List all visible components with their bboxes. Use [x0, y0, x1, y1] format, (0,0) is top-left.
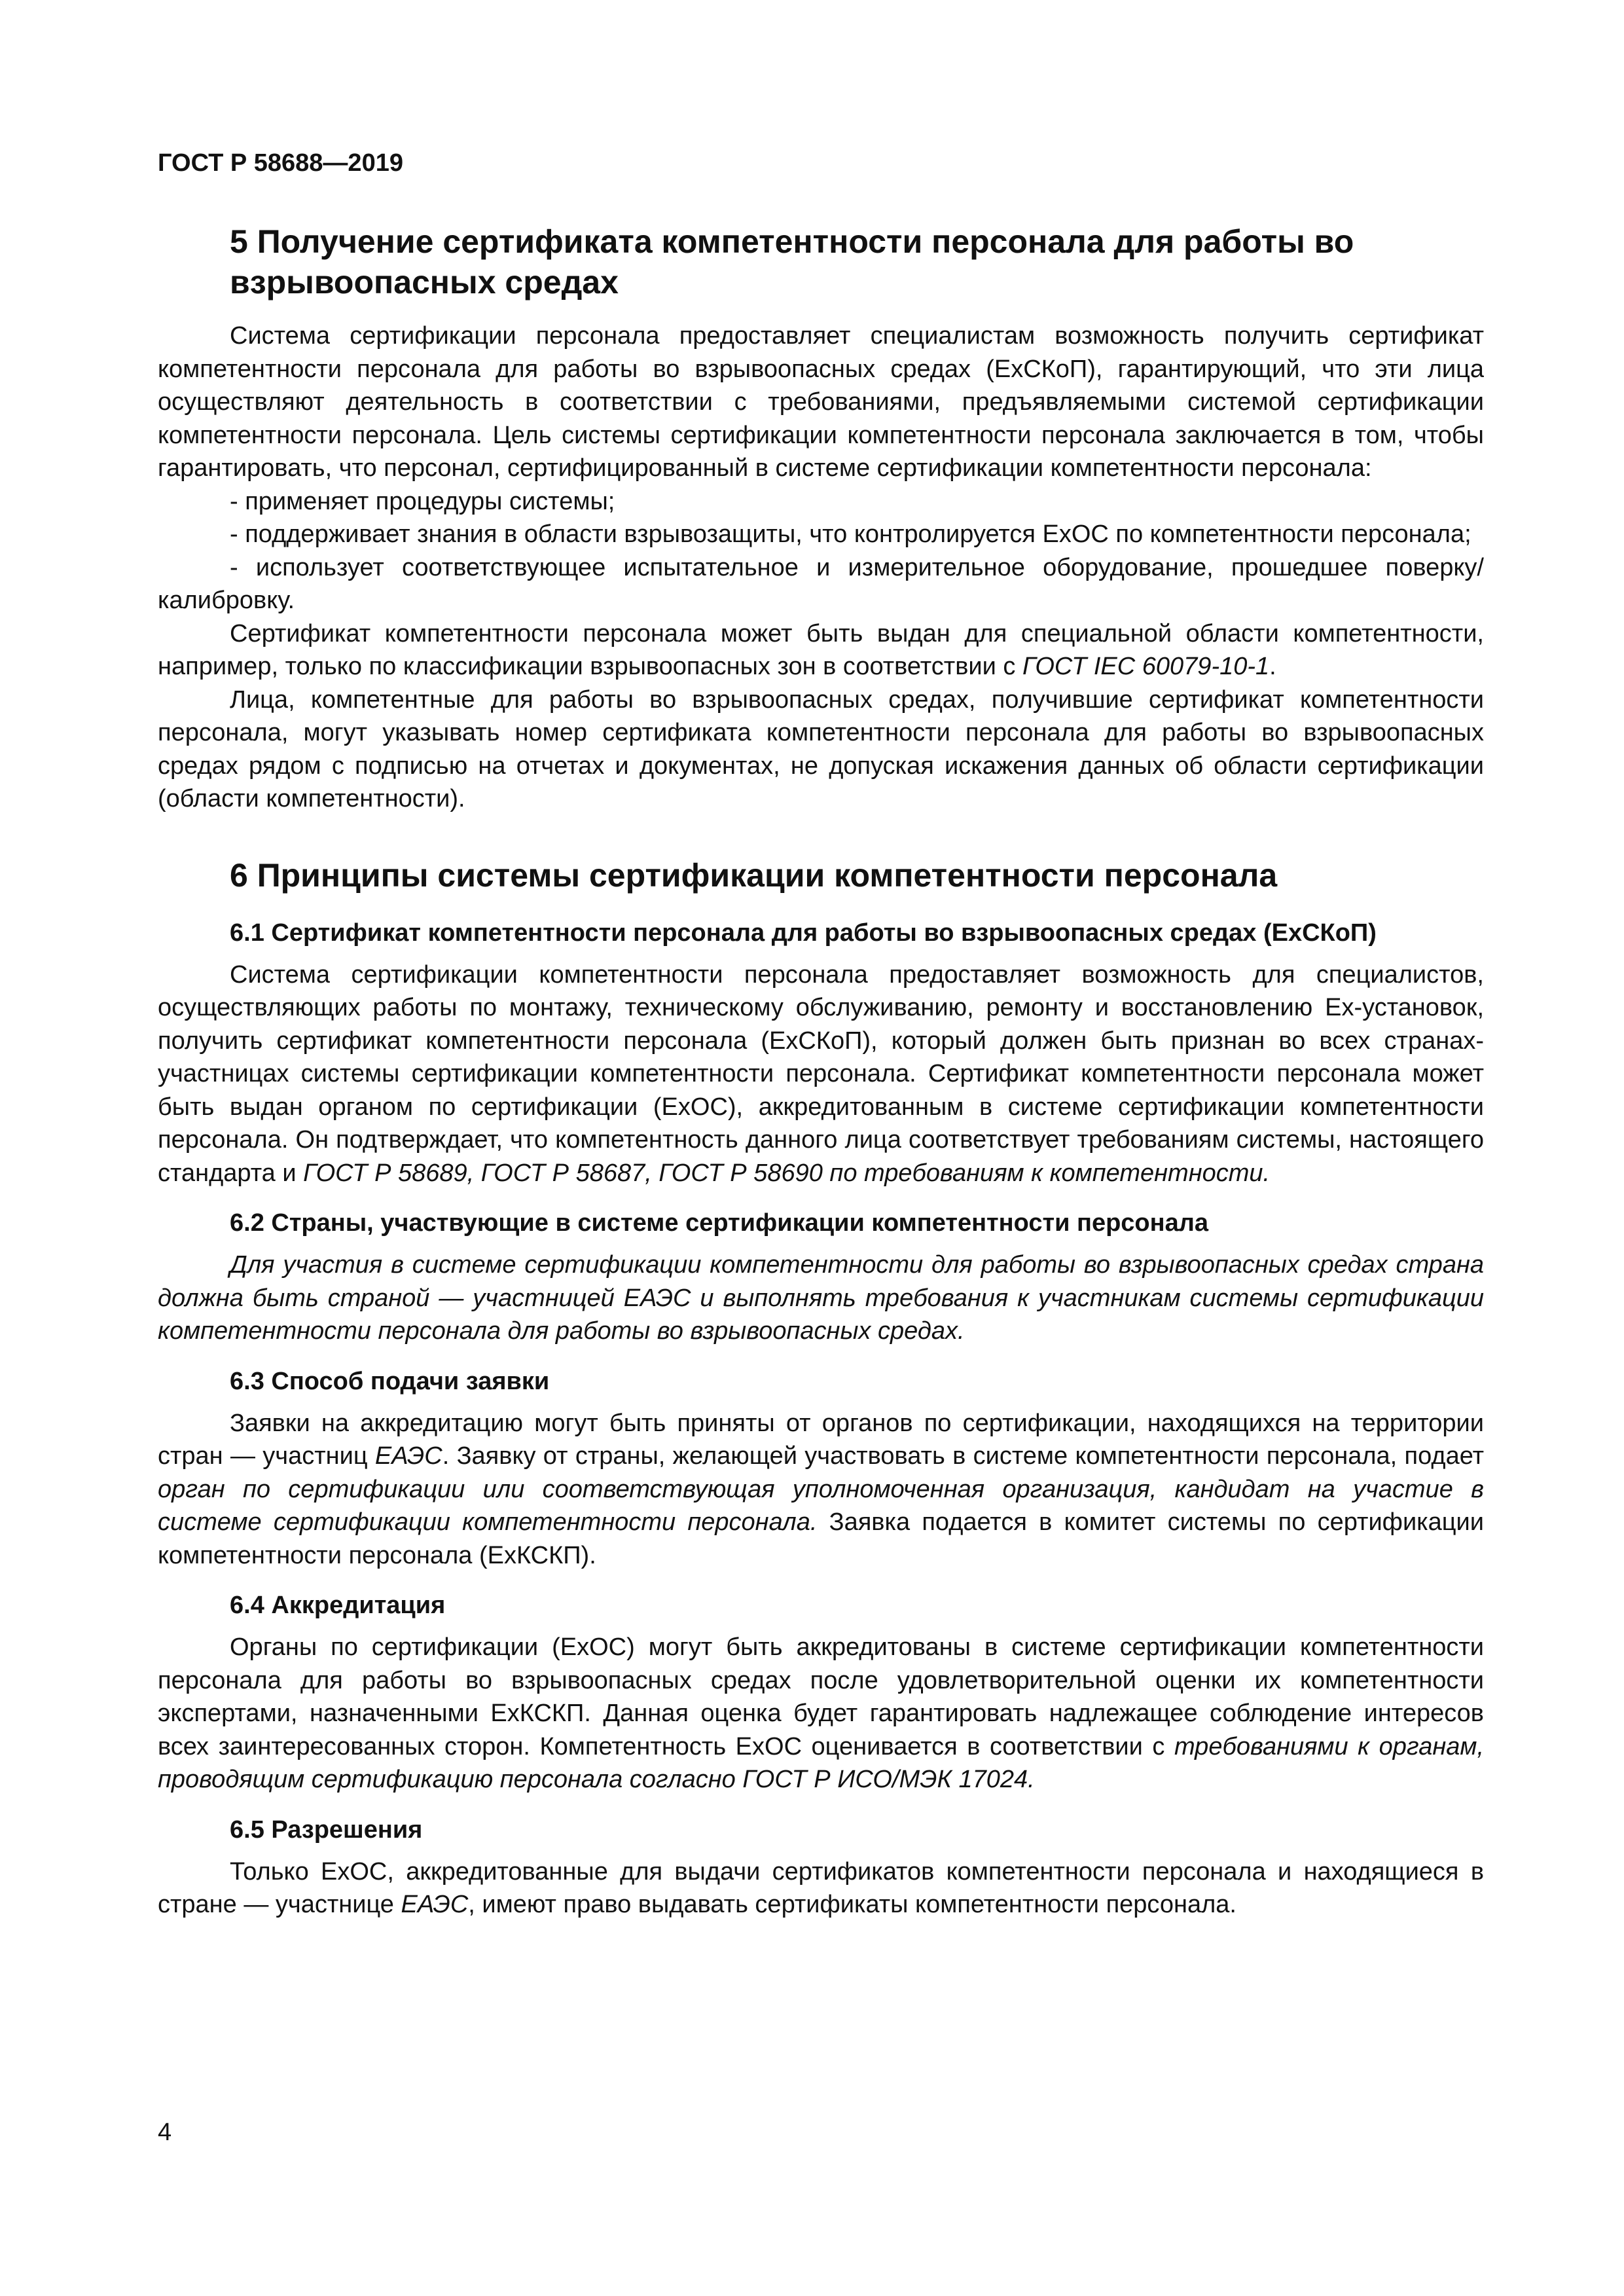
subsection-6-4-title: 6.4 Аккредитация [230, 1592, 446, 1619]
section-6-title: 6 Принципы системы сертификации компетентности персонала [230, 856, 1278, 894]
subsection-6-3-title: 6.3 Способ подачи заявки [230, 1367, 550, 1395]
text-run: . Заявку от страны, желающей участвовать в системе компетентности персонала, подает [442, 1442, 1484, 1470]
subsection-6-4-text [158, 1631, 1484, 1796]
italic-text: ЕАЭС [401, 1891, 469, 1918]
text-run: , имеют право выдавать сертификаты компетентности персонала. [468, 1891, 1236, 1918]
italic-text: орган по сертификации или соответствующая уполномоченная организация, кандидат на участие в системе сертификации компетентности персонала. [158, 1475, 1484, 1536]
text-run: Заявки на аккредитацию могут быть приняты от органов по сертификации, находящихся на территории стран — участниц [158, 1409, 1484, 1470]
subsection-6-1-text [158, 958, 1484, 1190]
text-run: Сертификат компетентности персонала может быть выдан для специальной области компетентности, например, только по классификации взрывоопасных зон в соответствии с [158, 619, 1484, 680]
section-5-paragraph-1: Система сертификации персонала предоставляет специалистам возможность получить сертификат компетентности персонала для работы во взрывоопасных средах (ExСКоП), гарантирующий, что эти лица осуществляют деятельность в соответствии с требованиями, предъявляемыми системой сертификации компетентности персонала. Цель системы сертификации компетентности персонала заключается в том, чтобы гарантировать, что персонал, сертифицированный в системе сертификации компетентности персонала: [158, 322, 1484, 482]
text-run: Заявка подается в комитет системы по сертификации компетентности персонала (ExКСКП). [158, 1508, 1484, 1569]
subsection-6-1-title: 6.1 Сертификат компетентности персонала для работы во взрывоопасных средах (ExСКоП) [230, 919, 1377, 947]
document-body [158, 221, 1484, 1922]
text-run: Органы по сертификации (ExОС) могут быть аккредитованы в системе сертификации компетентности персонала для работы во взрывоопасных средах после удовлетворительной оценки их компетентности экспертами, назначенными ExКСКП. Данная оценка будет гарантировать надлежащее соблюдение интересов всех заинтересованных сторон. Компетентность ExОС оценивается в соответствии с [158, 1633, 1484, 1760]
subsection-6-5-text [158, 1855, 1484, 1922]
text-run: Только ExОС, аккредитованные для выдачи сертификатов компетентности персонала и находящиеся в стране — участнице [158, 1857, 1484, 1918]
subsection-6-2-title: 6.2 Страны, участвующие в системе сертификации компетентности персонала [230, 1209, 1208, 1237]
subsection-6-2-text [158, 1248, 1484, 1348]
document-id-header: ГОСТ Р 58688—2019 [158, 149, 403, 177]
list-item: - поддерживает знания в области взрывозащиты, что контролируется ExОС по компетентности персонала; [230, 520, 1471, 548]
list-item: - применяет процедуры системы; [230, 487, 615, 515]
italic-text: Для участия в системе сертификации компетентности для работы во взрывоопасных средах страна должна быть страной — участницей ЕАЭС и выполнять требования к участникам системы сертификации компетентности персонала для работы во взрывоопасных средах. [158, 1251, 1484, 1345]
standard-reference: ГОСТ IEC 60079-10-1 [1022, 653, 1270, 680]
italic-text: ЕАЭС [374, 1442, 442, 1470]
text-run: Система сертификации компетентности персонала предоставляет возможность для специалистов, осуществляющих работы по монтажу, техническому обслуживанию, ремонту и восстановлению Ex-установок, получить сертификат компетентности персонала (ExСКоП), который должен быть признан во всех странах-участницах системы сертификации компетентности персонала. Сертификат компетентности персонала может быть выдан органом по сертификации (ExОС), аккредитованным в системе сертификации компетентности персонала. Он подтверждает, что компетентность данного лица соответствует требованиям системы, настоящего стандарта и [158, 960, 1484, 1187]
document-page [158, 0, 1484, 2296]
section-5-paragraph-3: Лица, компетентные для работы во взрывоопасных средах, получившие сертификат компетентности персонала, могут указывать номер сертификата компетентности персонала для работы во взрывоопасных средах рядом с подписью на отчетах и документах, не допуская искажения данных об области сертификации (области компетентности). [158, 685, 1484, 812]
section-5-paragraph-2 [158, 617, 1484, 683]
subsection-6-5-title: 6.5 Разрешения [230, 1815, 423, 1844]
subsection-6-3-text [158, 1407, 1484, 1573]
page-number: 4 [158, 2119, 172, 2146]
text-run: . [1269, 653, 1276, 680]
standard-reference: ГОСТ Р 58689, ГОСТ Р 58687, ГОСТ Р 58690 по требованиям к компетентности. [303, 1159, 1271, 1187]
standard-reference: требованиями к органам, проводящим сертификацию персонала согласно ГОСТ Р ИСО/МЭК 17024. [158, 1732, 1484, 1793]
section-5-title: 5 Получение сертификата компетентности персонала для работы во взрывоопасных средах [230, 223, 1354, 301]
list-item: - использует соответствующее испытательное и измерительное оборудование, прошедшее поверку/калибровку. [158, 553, 1484, 614]
